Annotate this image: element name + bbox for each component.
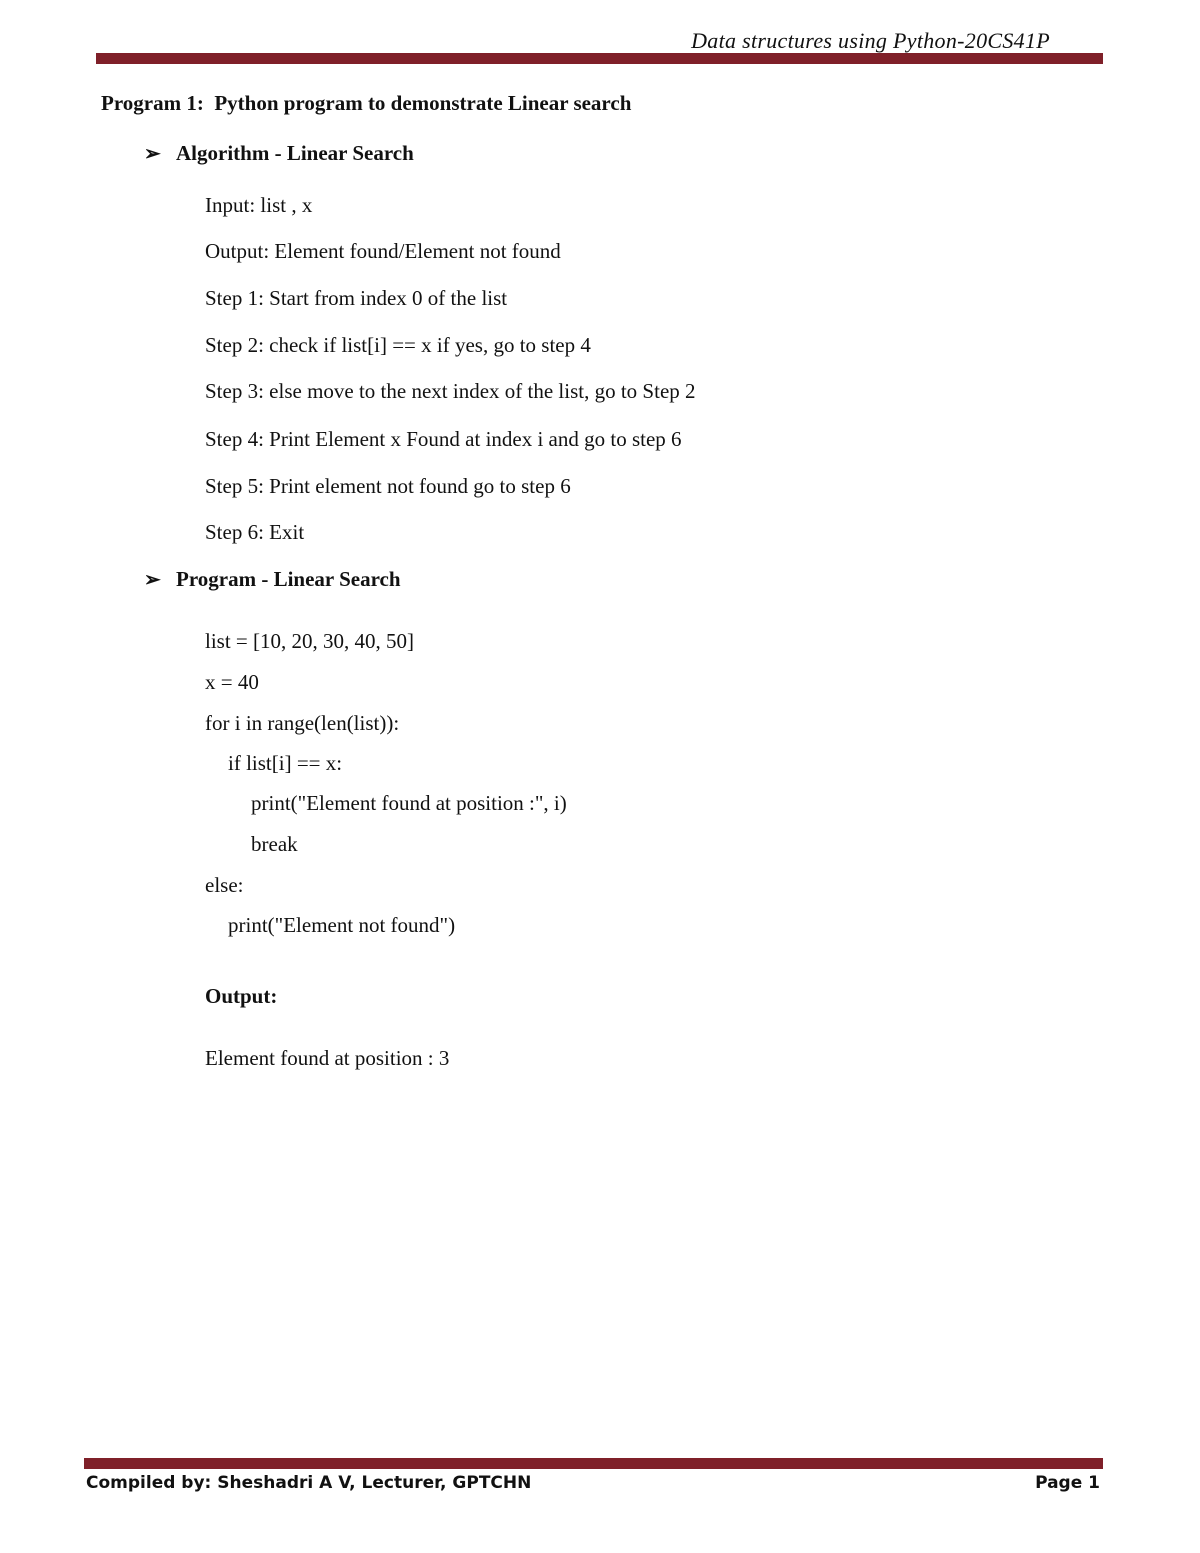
code-line: for i in range(len(list)): xyxy=(205,711,400,735)
algorithm-line: Step 4: Print Element x Found at index i and go to step 6 xyxy=(205,427,682,451)
program-heading-label: Program - Linear Search xyxy=(176,567,401,591)
code-line: list = [10, 20, 30, 40, 50] xyxy=(205,629,415,653)
code-line: print("Element not found") xyxy=(228,913,456,937)
algorithm-line: Input: list , x xyxy=(205,193,313,217)
output-heading: Output: xyxy=(205,984,278,1008)
algorithm-line: Step 6: Exit xyxy=(205,520,305,544)
code-line: x = 40 xyxy=(205,670,259,694)
code-line: print("Element found at position :", i) xyxy=(251,791,567,815)
footer-rule xyxy=(84,1458,1103,1469)
header-title: Data structures using Python-20CS41P xyxy=(691,28,1050,53)
algorithm-line: Step 2: check if list[i] == x if yes, go to step 4 xyxy=(205,333,591,357)
program-title: Program 1: Python program to demonstrate Linear search xyxy=(101,91,632,115)
algorithm-heading xyxy=(144,141,414,166)
algorithm-line: Step 5: Print element not found go to step 6 xyxy=(205,474,571,498)
code-line: else: xyxy=(205,873,244,897)
page-number: Page 1 xyxy=(1035,1473,1100,1493)
algorithm-line: Output: Element found/Element not found xyxy=(205,239,561,263)
output-text: Element found at position : 3 xyxy=(205,1046,450,1070)
algorithm-line: Step 3: else move to the next index of the list, go to Step 2 xyxy=(205,379,696,403)
code-line: break xyxy=(251,832,298,856)
algorithm-heading-label: Algorithm - Linear Search xyxy=(176,141,414,165)
algorithm-line: Step 1: Start from index 0 of the list xyxy=(205,286,508,310)
arrowhead-bullet-icon: ➢ xyxy=(144,569,161,591)
footer-credit: Compiled by: Sheshadri A V, Lecturer, GPTCHN xyxy=(86,1473,532,1493)
header-rule xyxy=(96,53,1103,64)
program-heading xyxy=(144,567,401,592)
code-line: if list[i] == x: xyxy=(228,751,343,775)
arrowhead-bullet-icon: ➢ xyxy=(144,143,161,165)
